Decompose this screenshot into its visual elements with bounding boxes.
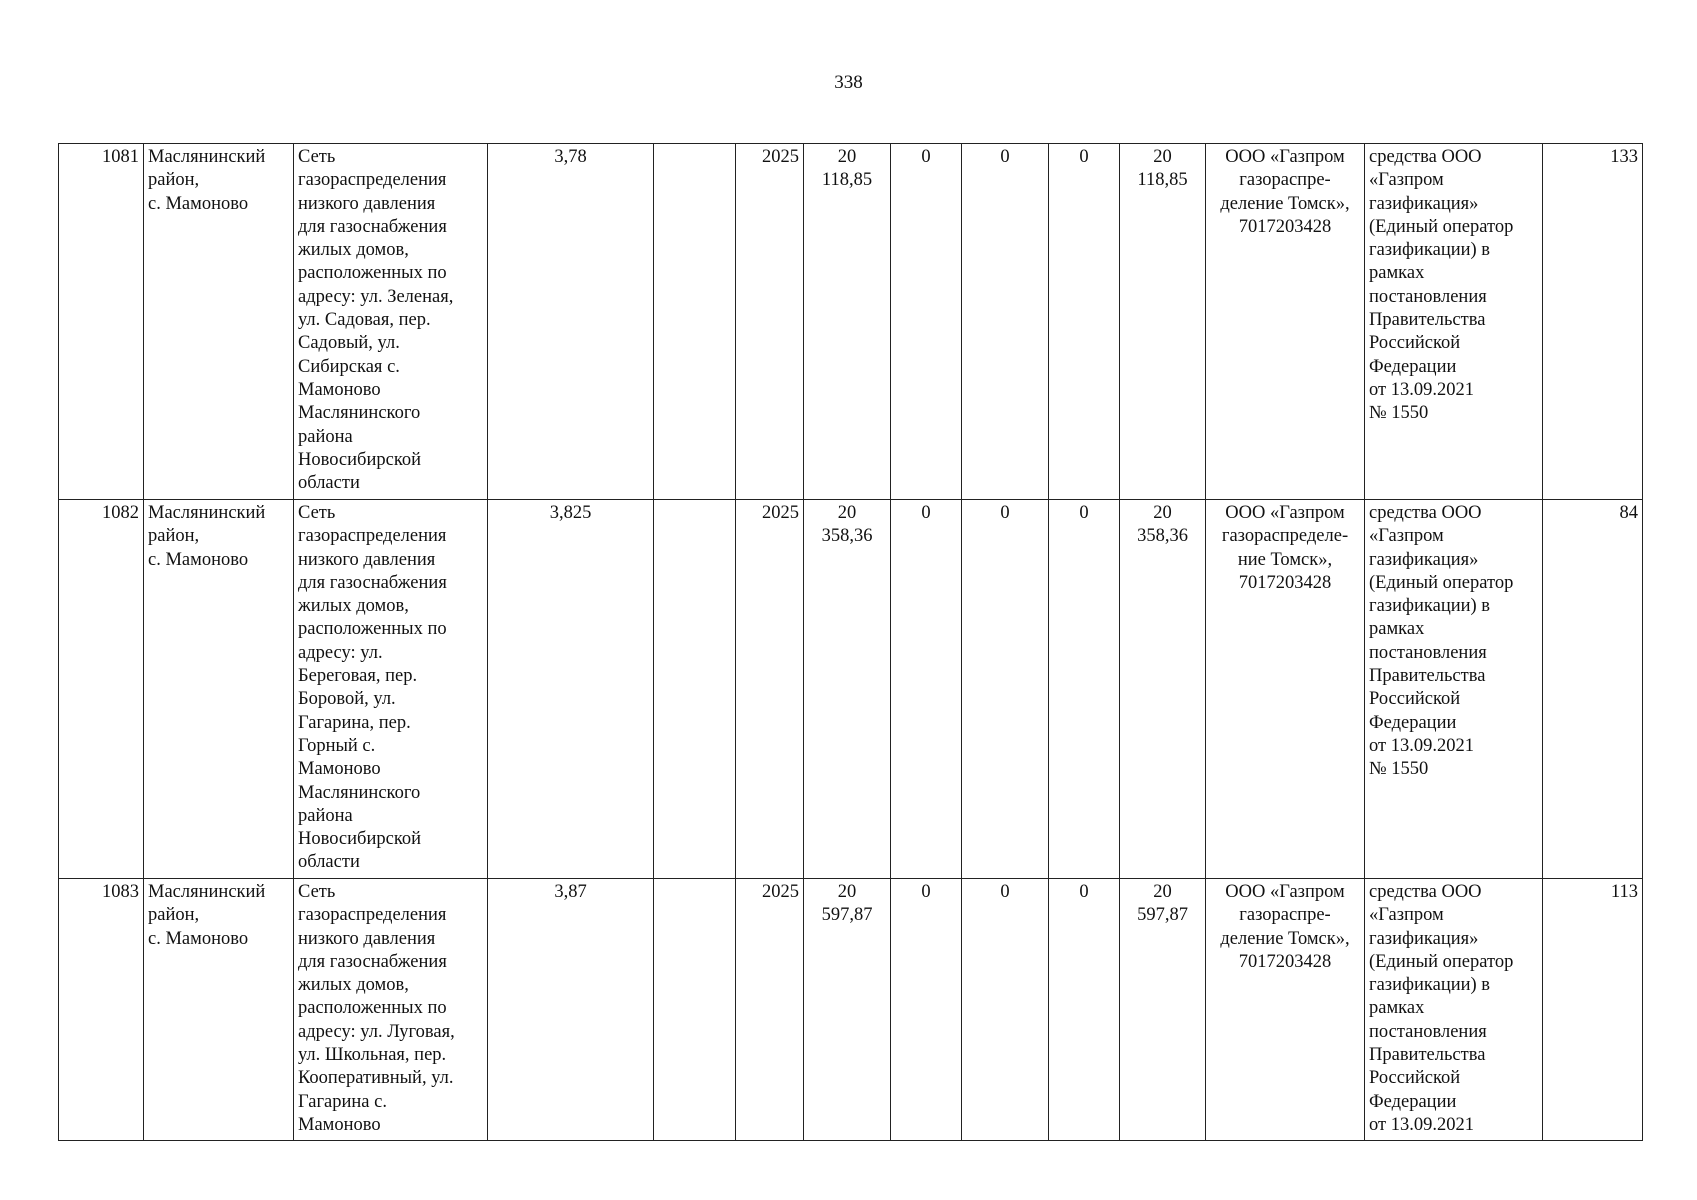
value-cell: 0 [891, 144, 962, 500]
table-row [59, 879, 1643, 1141]
text-line: Федерации [1369, 356, 1457, 377]
text-line: ООО «Газпром [1225, 147, 1345, 167]
text-line: Правительства [1369, 666, 1486, 687]
text-line: газораспределения [298, 170, 447, 191]
text-line: Новосибирской [298, 829, 422, 850]
length-cell: 3,78 [488, 144, 654, 500]
count-cell: 133 [1543, 144, 1643, 500]
text-line: постановления [1369, 286, 1487, 307]
text-line: газификации) в [1369, 240, 1491, 261]
text-line: 7017203428 [1238, 951, 1332, 972]
length-cell: 3,825 [488, 500, 654, 879]
text-line: адресу: ул. Луговая, [298, 1021, 455, 1042]
organization-cell [1206, 500, 1365, 879]
funding-source-cell [1365, 500, 1543, 879]
row-number: 1083 [59, 879, 144, 1141]
text-line: низкого давления [298, 928, 436, 949]
cost-total-cell [804, 879, 891, 1141]
text-line: газификации) в [1369, 596, 1491, 617]
text-line: ООО «Газпром [1225, 503, 1345, 523]
text-line: № 1550 [1369, 403, 1429, 424]
text-line: низкого давления [298, 193, 436, 214]
text-line: рамках [1369, 619, 1425, 640]
text-line: Маслянинский [148, 882, 266, 902]
empty-cell [654, 144, 736, 500]
funding-source-cell [1365, 144, 1543, 500]
text-line: № 1550 [1369, 759, 1429, 780]
row-number: 1082 [59, 500, 144, 879]
text-line: постановления [1369, 642, 1487, 663]
table-row [59, 500, 1643, 879]
text-line: от 13.09.2021 [1369, 735, 1474, 756]
count-cell: 84 [1543, 500, 1643, 879]
text-line: газораспределения [298, 526, 447, 547]
value-cell: 0 [962, 500, 1049, 879]
district-cell [144, 879, 294, 1141]
text-line: для газоснабжения [298, 216, 447, 237]
text-line: район, [148, 905, 200, 926]
text-line: жилых домов, [298, 240, 409, 261]
text-line: «Газпром [1369, 905, 1444, 926]
text-line: ул. Школьная, пер. [298, 1045, 447, 1066]
text-line: Маслянинский [148, 147, 266, 167]
year-cell: 2025 [736, 879, 804, 1141]
district-cell [144, 500, 294, 879]
text-line: Гагарина, пер. [298, 712, 411, 733]
text-line: Российской [1369, 1068, 1461, 1089]
page-number: 338 [834, 72, 863, 93]
text-line: средства ООО [1369, 882, 1482, 902]
text-line: адресу: ул. Зеленая, [298, 286, 454, 307]
text-line: газораспре- [1239, 170, 1331, 191]
text-line: Новосибирской [298, 449, 422, 470]
text-line: Мамоново [298, 759, 381, 780]
text-line: деление Томск», [1220, 928, 1350, 949]
text-line: район, [148, 526, 200, 547]
text-line: средства ООО [1369, 147, 1482, 167]
empty-cell [654, 879, 736, 1141]
cost-other-cell [1120, 879, 1206, 1141]
text-line: расположенных по [298, 998, 447, 1019]
table-row [59, 144, 1643, 500]
text-line: 7017203428 [1238, 216, 1332, 237]
text-line: для газоснабжения [298, 572, 447, 593]
text-line: Маслянинского [298, 782, 421, 803]
text-line: газификация» [1369, 193, 1479, 214]
text-line: 20 [1153, 882, 1172, 902]
text-line: жилых домов, [298, 975, 409, 996]
text-line: Правительства [1369, 1045, 1486, 1066]
object-description-cell [294, 879, 488, 1141]
text-line: Боровой, ул. [298, 689, 396, 710]
empty-cell [654, 500, 736, 879]
text-line: Мамоново [298, 379, 381, 400]
value-cell: 0 [962, 879, 1049, 1141]
text-line: (Единый оператор [1369, 216, 1514, 237]
year-cell: 2025 [736, 144, 804, 500]
text-line: 20 [837, 882, 857, 902]
text-line: Правительства [1369, 310, 1486, 331]
value-cell: 0 [891, 879, 962, 1141]
text-line: 20 [1153, 147, 1172, 167]
text-line: постановления [1369, 1021, 1487, 1042]
text-line: газораспре- [1239, 905, 1331, 926]
text-line: газораспределения [298, 905, 447, 926]
text-line: (Единый оператор [1369, 572, 1514, 593]
text-line: район, [148, 170, 200, 191]
district-cell [144, 144, 294, 500]
text-line: Федерации [1369, 1091, 1457, 1112]
text-line: 7017203428 [1238, 572, 1332, 593]
value-cell: 0 [891, 500, 962, 879]
text-line: 118,85 [1137, 170, 1188, 191]
text-line: Кооперативный, ул. [298, 1068, 454, 1089]
text-line: Федерации [1369, 712, 1457, 733]
text-line: Горный с. [298, 735, 376, 756]
length-cell: 3,87 [488, 879, 654, 1141]
text-line: «Газпром [1369, 170, 1444, 191]
text-line: Мамоново [298, 1114, 381, 1135]
text-line: от 13.09.2021 [1369, 1114, 1474, 1135]
cost-total-cell [804, 144, 891, 500]
funding-source-cell [1365, 879, 1543, 1141]
text-line: Садовый, ул. [298, 333, 400, 354]
text-line: газораспределе- [1221, 526, 1349, 547]
text-line: с. Мамоново [148, 928, 249, 949]
text-line: 597,87 [1137, 905, 1188, 926]
text-line: Сеть [298, 147, 336, 167]
text-line: 358,36 [1137, 526, 1188, 547]
text-line: низкого давления [298, 549, 436, 570]
text-line: (Единый оператор [1369, 951, 1514, 972]
text-line: Сеть [298, 882, 336, 902]
organization-cell [1206, 879, 1365, 1141]
text-line: 20 [837, 503, 857, 523]
text-line: Сеть [298, 503, 336, 523]
text-line: рамках [1369, 998, 1425, 1019]
text-line: Российской [1369, 689, 1461, 710]
text-line: газификация» [1369, 549, 1479, 570]
text-line: газификация» [1369, 928, 1479, 949]
text-line: Сибирская с. [298, 356, 400, 377]
text-line: 20 [837, 147, 857, 167]
cost-other-cell [1120, 144, 1206, 500]
value-cell: 0 [1049, 879, 1120, 1141]
text-line: расположенных по [298, 263, 447, 284]
text-line: ние Томск», [1237, 549, 1333, 570]
text-line: 358,36 [821, 526, 873, 547]
text-line: 20 [1153, 503, 1172, 523]
text-line: рамках [1369, 263, 1425, 284]
text-line: жилых домов, [298, 596, 409, 617]
text-line: от 13.09.2021 [1369, 379, 1474, 400]
text-line: района [298, 426, 353, 447]
year-cell: 2025 [736, 500, 804, 879]
text-line: «Газпром [1369, 526, 1444, 547]
organization-cell [1206, 144, 1365, 500]
row-number: 1081 [59, 144, 144, 500]
text-line: Маслянинского [298, 403, 421, 424]
value-cell: 0 [1049, 144, 1120, 500]
text-line: с. Мамоново [148, 549, 249, 570]
cost-total-cell [804, 500, 891, 879]
text-line: Маслянинский [148, 503, 266, 523]
text-line: ул. Садовая, пер. [298, 310, 431, 331]
text-line: области [298, 852, 360, 873]
text-line: Российской [1369, 333, 1461, 354]
text-line: с. Мамоново [148, 193, 249, 214]
value-cell: 0 [962, 144, 1049, 500]
text-line: района [298, 805, 353, 826]
text-line: деление Томск», [1220, 193, 1350, 214]
text-line: 118,85 [821, 170, 873, 191]
object-description-cell [294, 144, 488, 500]
text-line: Гагарина с. [298, 1091, 387, 1112]
register-table [58, 143, 1643, 1141]
count-cell: 113 [1543, 879, 1643, 1141]
text-line: Береговая, пер. [298, 666, 418, 687]
text-line: ООО «Газпром [1225, 882, 1345, 902]
cost-other-cell [1120, 500, 1206, 879]
text-line: 597,87 [821, 905, 873, 926]
text-line: средства ООО [1369, 503, 1482, 523]
object-description-cell [294, 500, 488, 879]
text-line: расположенных по [298, 619, 447, 640]
text-line: области [298, 473, 360, 494]
value-cell: 0 [1049, 500, 1120, 879]
text-line: для газоснабжения [298, 951, 447, 972]
text-line: газификации) в [1369, 975, 1491, 996]
text-line: адресу: ул. [298, 642, 383, 663]
